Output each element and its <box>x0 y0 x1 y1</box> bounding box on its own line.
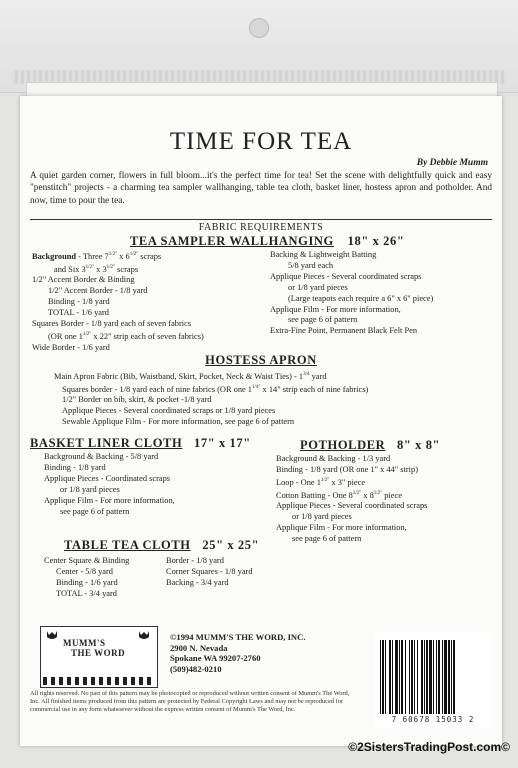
basket-film-ref: see page 6 of pattern <box>60 506 130 516</box>
potholder-background: Background & Backing - 1/3 yard <box>276 454 391 463</box>
apron-main-fabric: Main Apron Fabric (Bib, Waistband, Skirt, Pocket, Neck & Waist Ties) - $1^{3/4}$ yard <box>54 371 327 381</box>
sampler-total: TOTAL - 1/6 yard <box>48 308 109 318</box>
tablecloth-center: Center - 5/8 yard <box>56 566 113 576</box>
basket-binding: Binding - 1/8 yard <box>44 462 106 472</box>
potholder-applique: Applique Pieces - Several coordinated scraps <box>276 501 428 511</box>
checker-border <box>43 677 153 685</box>
potholder-heading <box>300 438 440 453</box>
basket-size: 17" x 17" <box>194 436 251 450</box>
upc-barcode <box>374 634 492 728</box>
tablecloth-border: Border - 1/8 yard <box>166 556 224 565</box>
company-address: ©1994 MUMM'S THE WORD, INC. 2900 N. Nevada Spokane WA 99207-2760 (509)482-0210 <box>170 632 306 674</box>
page-title: TIME FOR TEA <box>169 128 353 155</box>
sampler-left-column <box>32 250 204 354</box>
tablecloth-binding: Binding - 1/6 yard <box>56 577 118 587</box>
basket-background: Background & Backing - 5/8 yard <box>44 452 159 461</box>
sampler-applique-alt: or 1/8 yard pieces <box>288 282 348 292</box>
sampler-film-ref: see page 6 of pattern <box>288 315 358 325</box>
potholder-list <box>276 454 427 545</box>
tablecloth-total: TOTAL - 3/4 yard <box>56 588 117 598</box>
sampler-background-line1: Background - Three $7^{1/2"}$ x $6^{1/2"}$ scraps <box>32 251 162 261</box>
sampler-accent-border: 1/2" Accent Border - 1/8 yard <box>48 286 148 296</box>
sampler-accent-heading: 1/2" Accent Border & Binding <box>32 275 135 285</box>
basket-film: Applique Film - For more information, <box>44 495 175 505</box>
sampler-wide-border: Wide Border - 1/6 yard <box>32 342 110 352</box>
potholder-batting: Cotton Batting - One $8^{1/2"}$ x $8^{1/2"}$ piece <box>276 490 402 500</box>
potholder-applique-alt: or 1/8 yard pieces <box>292 512 352 522</box>
sampler-applique: Applique Pieces - Several coordinated scraps <box>270 271 422 281</box>
apron-title: HOSTESS APRON <box>205 353 317 367</box>
apron-squares-border: Squares border - 1/8 yard each of nine fabrics (OR one $1^{1/4"}$ x 14" strip each of nine fabrics) <box>62 384 369 394</box>
tablecloth-corners: Corner Squares - 1/8 yard <box>166 566 253 576</box>
tablecloth-center-heading: Center Square & Binding <box>44 556 130 565</box>
potholder-binding: Binding - 1/8 yard (OR one 1" x 44" strip) <box>276 464 418 474</box>
pattern-sheet <box>20 96 502 746</box>
basket-list <box>44 452 175 517</box>
potholder-loop: Loop - One $1^{1/2"}$ x 3" piece <box>276 477 366 487</box>
fabric-requirements-heading: FABRIC REQUIREMENTS <box>198 222 324 233</box>
logo-text: MUMM'S THE WORD <box>63 638 126 658</box>
basket-heading <box>30 436 251 451</box>
author-byline: By Debbie Mumm <box>416 158 488 168</box>
sampler-size: 18" x 26" <box>347 234 405 248</box>
sampler-binding: Binding - 1/8 yard <box>48 297 110 307</box>
tulip-icon <box>137 629 151 641</box>
tablecloth-backing: Backing - 3/4 yard <box>166 577 229 587</box>
rights-notice: All rights reserved. No part of this pattern may be photocopied or reproduced without written consent of Mumm's The Word, Inc. All finished items produced from this pattern are protected by Federal Copyright Laws and may not be reproduced for commercial use in any form whatsoever without the express written consent of Mumm's The Word, Inc. <box>30 690 350 714</box>
tablecloth-right-column <box>166 556 253 589</box>
barcode-number: 7 60678 15033 2 <box>391 715 475 724</box>
apron-film: Sewable Applique Film - For more information, see page 6 of pattern <box>62 417 295 427</box>
intro-paragraph: A quiet garden corner, flowers in full bloom...it's the perfect time for tea! Set the scene with delightfully quick and easy "penstitch" projects - a charming tea sampler wallhanging, table tea cloth, basket liner, hostess apron and potholder. And now, time to pour the tea. <box>30 171 492 206</box>
apron-border: 1/2" Border on bib, skirt, & pocket -1/8 yard <box>62 395 212 405</box>
basket-title: BASKET LINER CLOTH <box>30 436 183 450</box>
sampler-right-column <box>270 250 433 337</box>
barcode-bar <box>455 640 456 714</box>
tulip-icon <box>45 629 59 641</box>
sampler-backing: Backing & Lightweight Batting <box>270 250 377 259</box>
watermark: ©2SistersTradingPost.com© <box>348 740 510 754</box>
potholder-size: 8" x 8" <box>397 438 441 452</box>
sampler-pen: Extra-Fine Point, Permanent Black Felt Pen <box>270 326 418 336</box>
potholder-film: Applique Film - For more information, <box>276 523 407 533</box>
basket-applique: Applique Pieces - Coordinated scraps <box>44 473 171 483</box>
tablecloth-size: 25" x 25" <box>202 538 260 552</box>
sampler-teapot-note: (Large teapots each require a 6" x 6" piece) <box>288 293 434 303</box>
apron-heading <box>20 353 502 368</box>
sampler-squares-border: Squares Border - 1/8 yard each of seven fabrics <box>32 319 192 329</box>
barcode-bars <box>380 640 486 714</box>
sampler-strip-option: (OR one $1^{1/2"}$ x 22" strip each of seven fabrics) <box>48 331 204 341</box>
plastic-bag-top <box>0 0 518 93</box>
sampler-title: TEA SAMPLER WALLHANGING <box>130 234 334 248</box>
apron-list <box>54 370 368 428</box>
sampler-backing-qty: 5/8 yard each <box>288 260 334 270</box>
mumms-logo <box>40 626 158 688</box>
hang-hole <box>249 18 269 38</box>
sampler-heading <box>130 234 404 249</box>
divider <box>30 219 492 220</box>
tablecloth-heading <box>64 538 259 553</box>
sampler-background-line2: and Six $3^{1/2"}$ x $3^{1/2"}$ scraps <box>54 264 139 274</box>
potholder-title: POTHOLDER <box>300 438 386 452</box>
basket-applique-alt: or 1/8 yard pieces <box>60 484 120 494</box>
tablecloth-title: TABLE TEA CLOTH <box>64 538 191 552</box>
potholder-film-ref: see page 6 of pattern <box>292 533 362 543</box>
apron-applique: Applique Pieces - Several coordinated scraps or 1/8 yard pieces <box>62 406 276 416</box>
tablecloth-left-column <box>44 556 129 600</box>
sampler-film: Applique Film - For more information, <box>270 304 401 314</box>
